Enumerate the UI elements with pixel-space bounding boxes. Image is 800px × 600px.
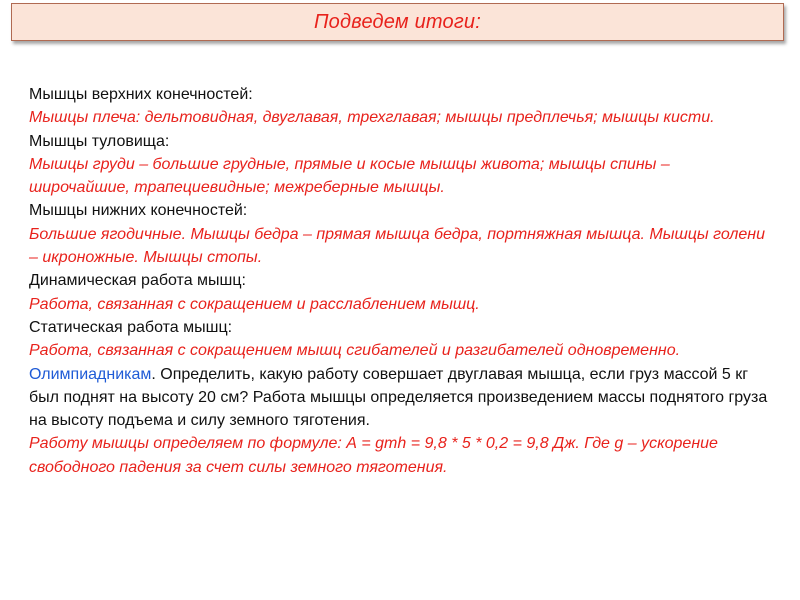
olympiad-task-text: . Определить, какую работу совершает двуглавая мышца, если груз массой 5 кг был поднят на высоту 20 см? Работа мышцы определяется произведением массы поднятого груза на высоту подъема и силу земного тяготения.	[29, 365, 768, 430]
lower-limbs-heading: Мышцы нижних конечностей:	[29, 202, 248, 220]
olympiad-label: Олимпиадникам	[29, 365, 152, 383]
slide-content	[29, 83, 769, 479]
title-bar	[11, 3, 784, 41]
formula-text: Работу мышцы определяем по формуле: А = gmh = 9,8 * 5 * 0,2 = 9,8 Дж. Где g – ускорение свободного падения за счет силы земного тяготения.	[29, 435, 718, 476]
trunk-heading: Мышцы туловища:	[29, 132, 170, 150]
dynamic-work-heading: Динамическая работа мышц:	[29, 272, 246, 290]
static-work-text: Работа, связанная с сокращением мышц сгибателей и разгибателей одновременно.	[29, 342, 681, 360]
dynamic-work-text: Работа, связанная с сокращением и расслаблением мышц.	[29, 295, 480, 313]
trunk-text: Мышцы груди – большие грудные, прямые и косые мышцы живота; мышцы спины – широчайшие, трапециевидные; межреберные мышцы.	[29, 155, 670, 197]
upper-limbs-heading: Мышцы верхних конечностей:	[29, 86, 253, 103]
slide-title: Подведем итоги:	[313, 10, 481, 33]
upper-limbs-text: Мышцы плеча: дельтовидная, двуглавая, трехглавая; мышцы предплечья; мышцы кисти.	[29, 109, 715, 127]
olympiad-paragraph	[29, 363, 769, 433]
lower-limbs-text: Большие ягодичные. Мышцы бедра – прямая мышца бедра, портняжная мышца. Мышцы голени – икроножные. Мышцы стопы.	[29, 225, 765, 267]
static-work-heading: Статическая работа мышц:	[29, 318, 233, 336]
